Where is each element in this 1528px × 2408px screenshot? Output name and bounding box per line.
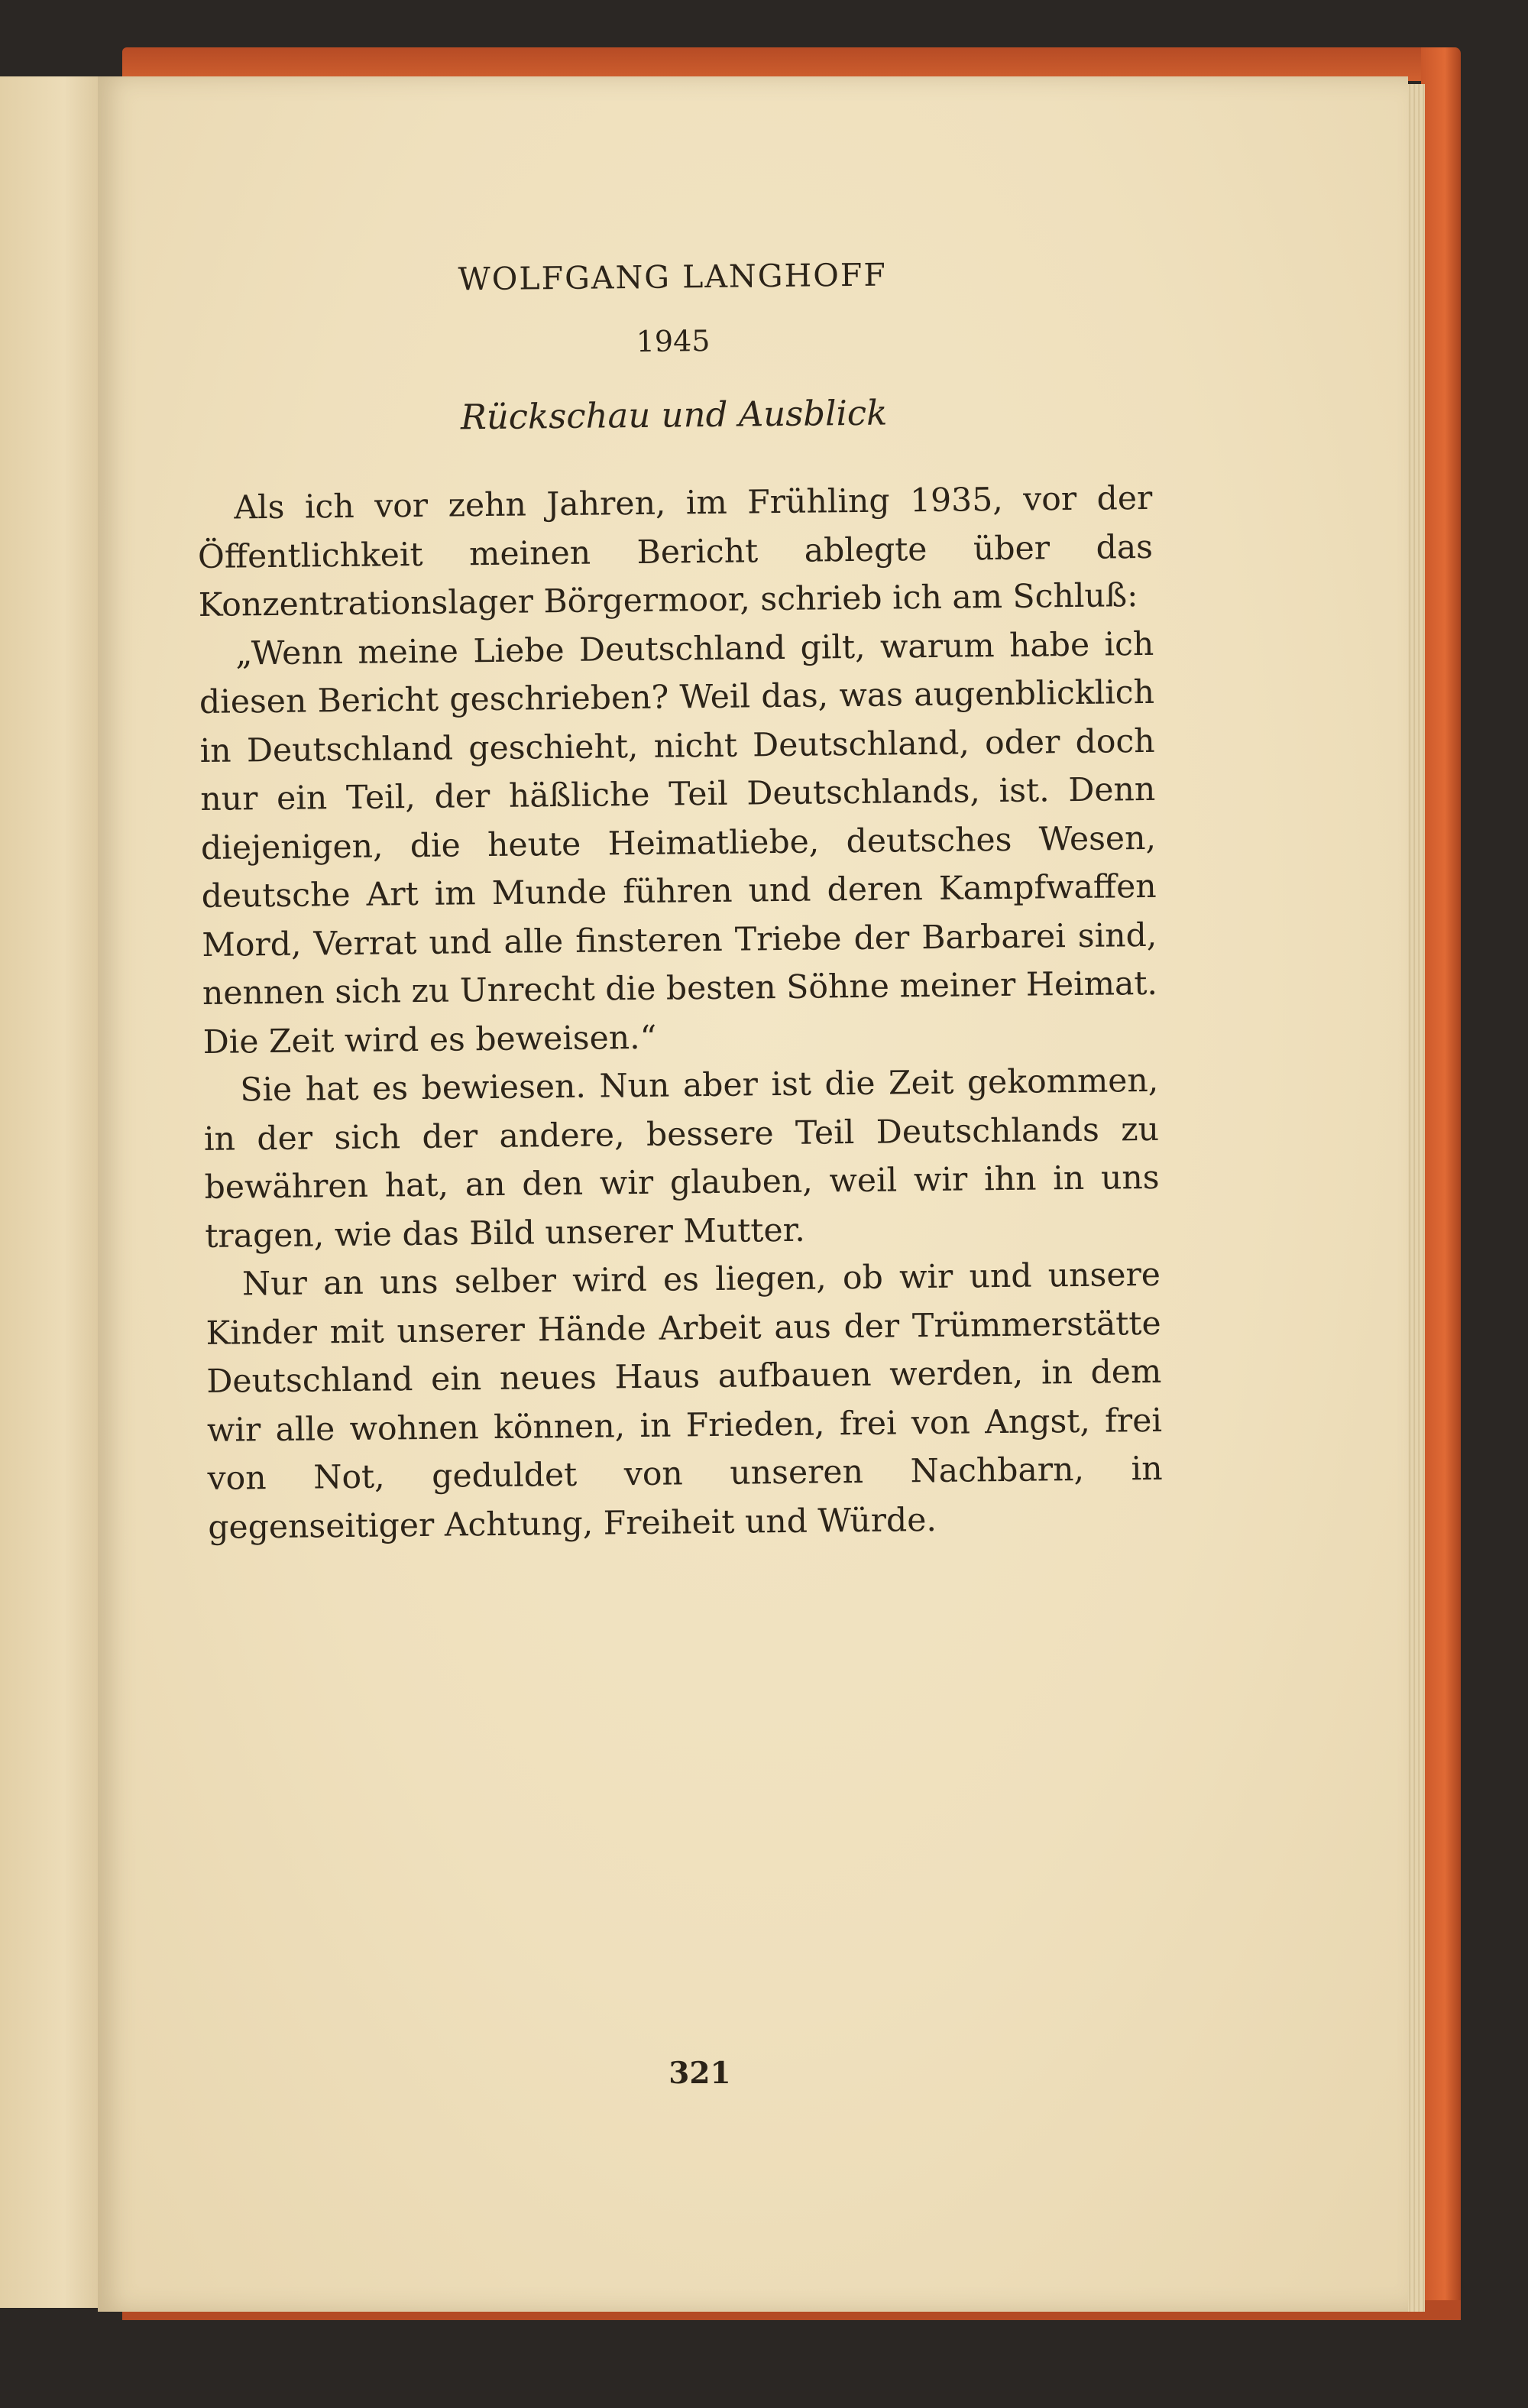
- paragraph: „Wenn meine Liebe Deutschland gilt, warum habe ich diesen Bericht geschrieben? Weil das, was augenblicklich in Deutschland geschieht, nicht Deutschland, oder doch nur ein Teil, der häßliche Teil Deutschlands, ist. Denn diejenigen, die heute Heimatliebe, deutsches Wesen, deutsche Art im Munde führen und deren Kampfwaffen Mord, Verrat und alle finsteren Triebe der Barbarei sind, nennen sich zu Unrecht die besten Söhne meiner Heimat. Die Zeit wird es beweisen.“: [199, 625, 1158, 1061]
- chapter-year: 1945: [636, 323, 711, 358]
- page-content: [195, 254, 1164, 1552]
- paragraph: Nur an uns selber wird es liegen, ob wir und unsere Kinder mit unserer Hände Arbeit aus der Trümmerstätte Deutschland ein neues Haus aufbauen werden, in dem wir alle wohnen können, in Frieden, frei von Angst, frei von Not, geduldet von unseren Nachbarn, in gegenseitiger Achtung, Freiheit und Würde.: [206, 1256, 1163, 1547]
- page-number: 321: [668, 2056, 731, 2091]
- chapter-title: Rückschau und Ausblick: [460, 392, 888, 438]
- paragraph: Sie hat es bewiesen. Nun aber ist die Zeit gekommen, in der sich der andere, bessere Teil Deutschlands zu bewähren hat, an den wir glauben, weil wir ihn in uns tragen, wie das Bild unserer Mutter.: [203, 1061, 1160, 1256]
- body-text: [197, 475, 1164, 1552]
- facing-page-edge: [0, 76, 109, 2308]
- author-name: WOLFGANG LANGHOFF: [458, 256, 888, 298]
- book-cover-right: [1421, 47, 1461, 2317]
- paragraph: Als ich vor zehn Jahren, im Frühling 1935, vor der Öffentlichkeit meinen Bericht ablegte über das Konzentrationslager Börgermoor, schrieb ich am Schluß:: [197, 479, 1154, 624]
